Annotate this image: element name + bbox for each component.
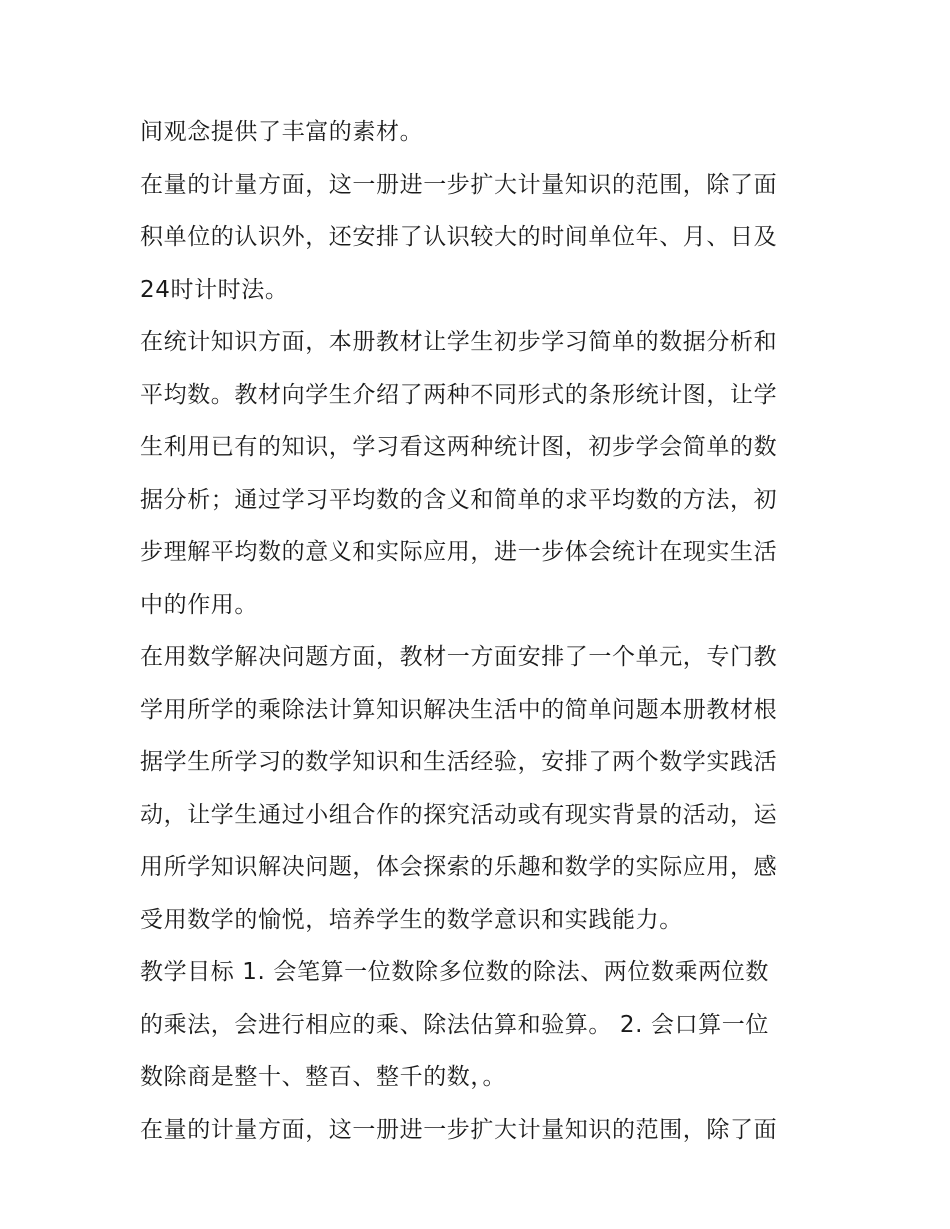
text-line: 生利用已有的知识，学习看这两种统计图，初步学会简单的数 <box>140 434 778 460</box>
text-line: 学用所学的乘除法计算知识解决生活中的简单问题本册教材根 <box>140 696 778 723</box>
text-line: 在用数学解决问题方面，教材一方面安排了一个单元，专门教 <box>140 644 778 670</box>
text-line: 据分析；通过学习平均数的含义和简单的求平均数的方法，初 <box>140 486 778 513</box>
text-line: 动，让学生通过小组合作的探究活动或有现实背景的活动，运 <box>140 801 778 828</box>
text-line: 中的作用。 <box>140 591 258 618</box>
text-line: 在量的计量方面，这一册进一步扩大计量知识的范围，除了面 <box>140 1116 778 1143</box>
text-line: 步理解平均数的意义和实际应用，进一步体会统计在现实生活 <box>140 539 778 565</box>
text-line: 教学目标 1. 会笔算一位数除多位数的除法、两位数乘两位数 <box>140 959 769 985</box>
text-line: 据学生所学习的数学知识和生活经验，安排了两个数学实践活 <box>140 749 778 775</box>
document-body <box>140 106 812 1156</box>
text-line: 平均数。教材向学生介绍了两种不同形式的条形统计图，让学 <box>140 381 778 408</box>
text-line: 间观念提供了丰富的素材。 <box>140 119 424 145</box>
text-line: 用所学知识解决问题，体会探索的乐趣和数学的实际应用，感 <box>140 854 778 880</box>
text-line: 积单位的认识外，还安排了认识较大的时间单位年、月、日及 <box>140 224 778 250</box>
text-line: 24时计时法。 <box>140 276 289 303</box>
text-line: 在统计知识方面，本册教材让学生初步学习简单的数据分析和 <box>140 329 778 355</box>
text-line: 受用数学的愉悦，培养学生的数学意识和实践能力。 <box>140 906 683 933</box>
text-line: 数除商是整十、整百、整千的数，。 <box>140 1064 507 1090</box>
text-line: 在量的计量方面，这一册进一步扩大计量知识的范围，除了面 <box>140 171 778 198</box>
text-line: 的乘法，会进行相应的乘、除法估算和验算。 2. 会口算一位 <box>140 1011 769 1038</box>
